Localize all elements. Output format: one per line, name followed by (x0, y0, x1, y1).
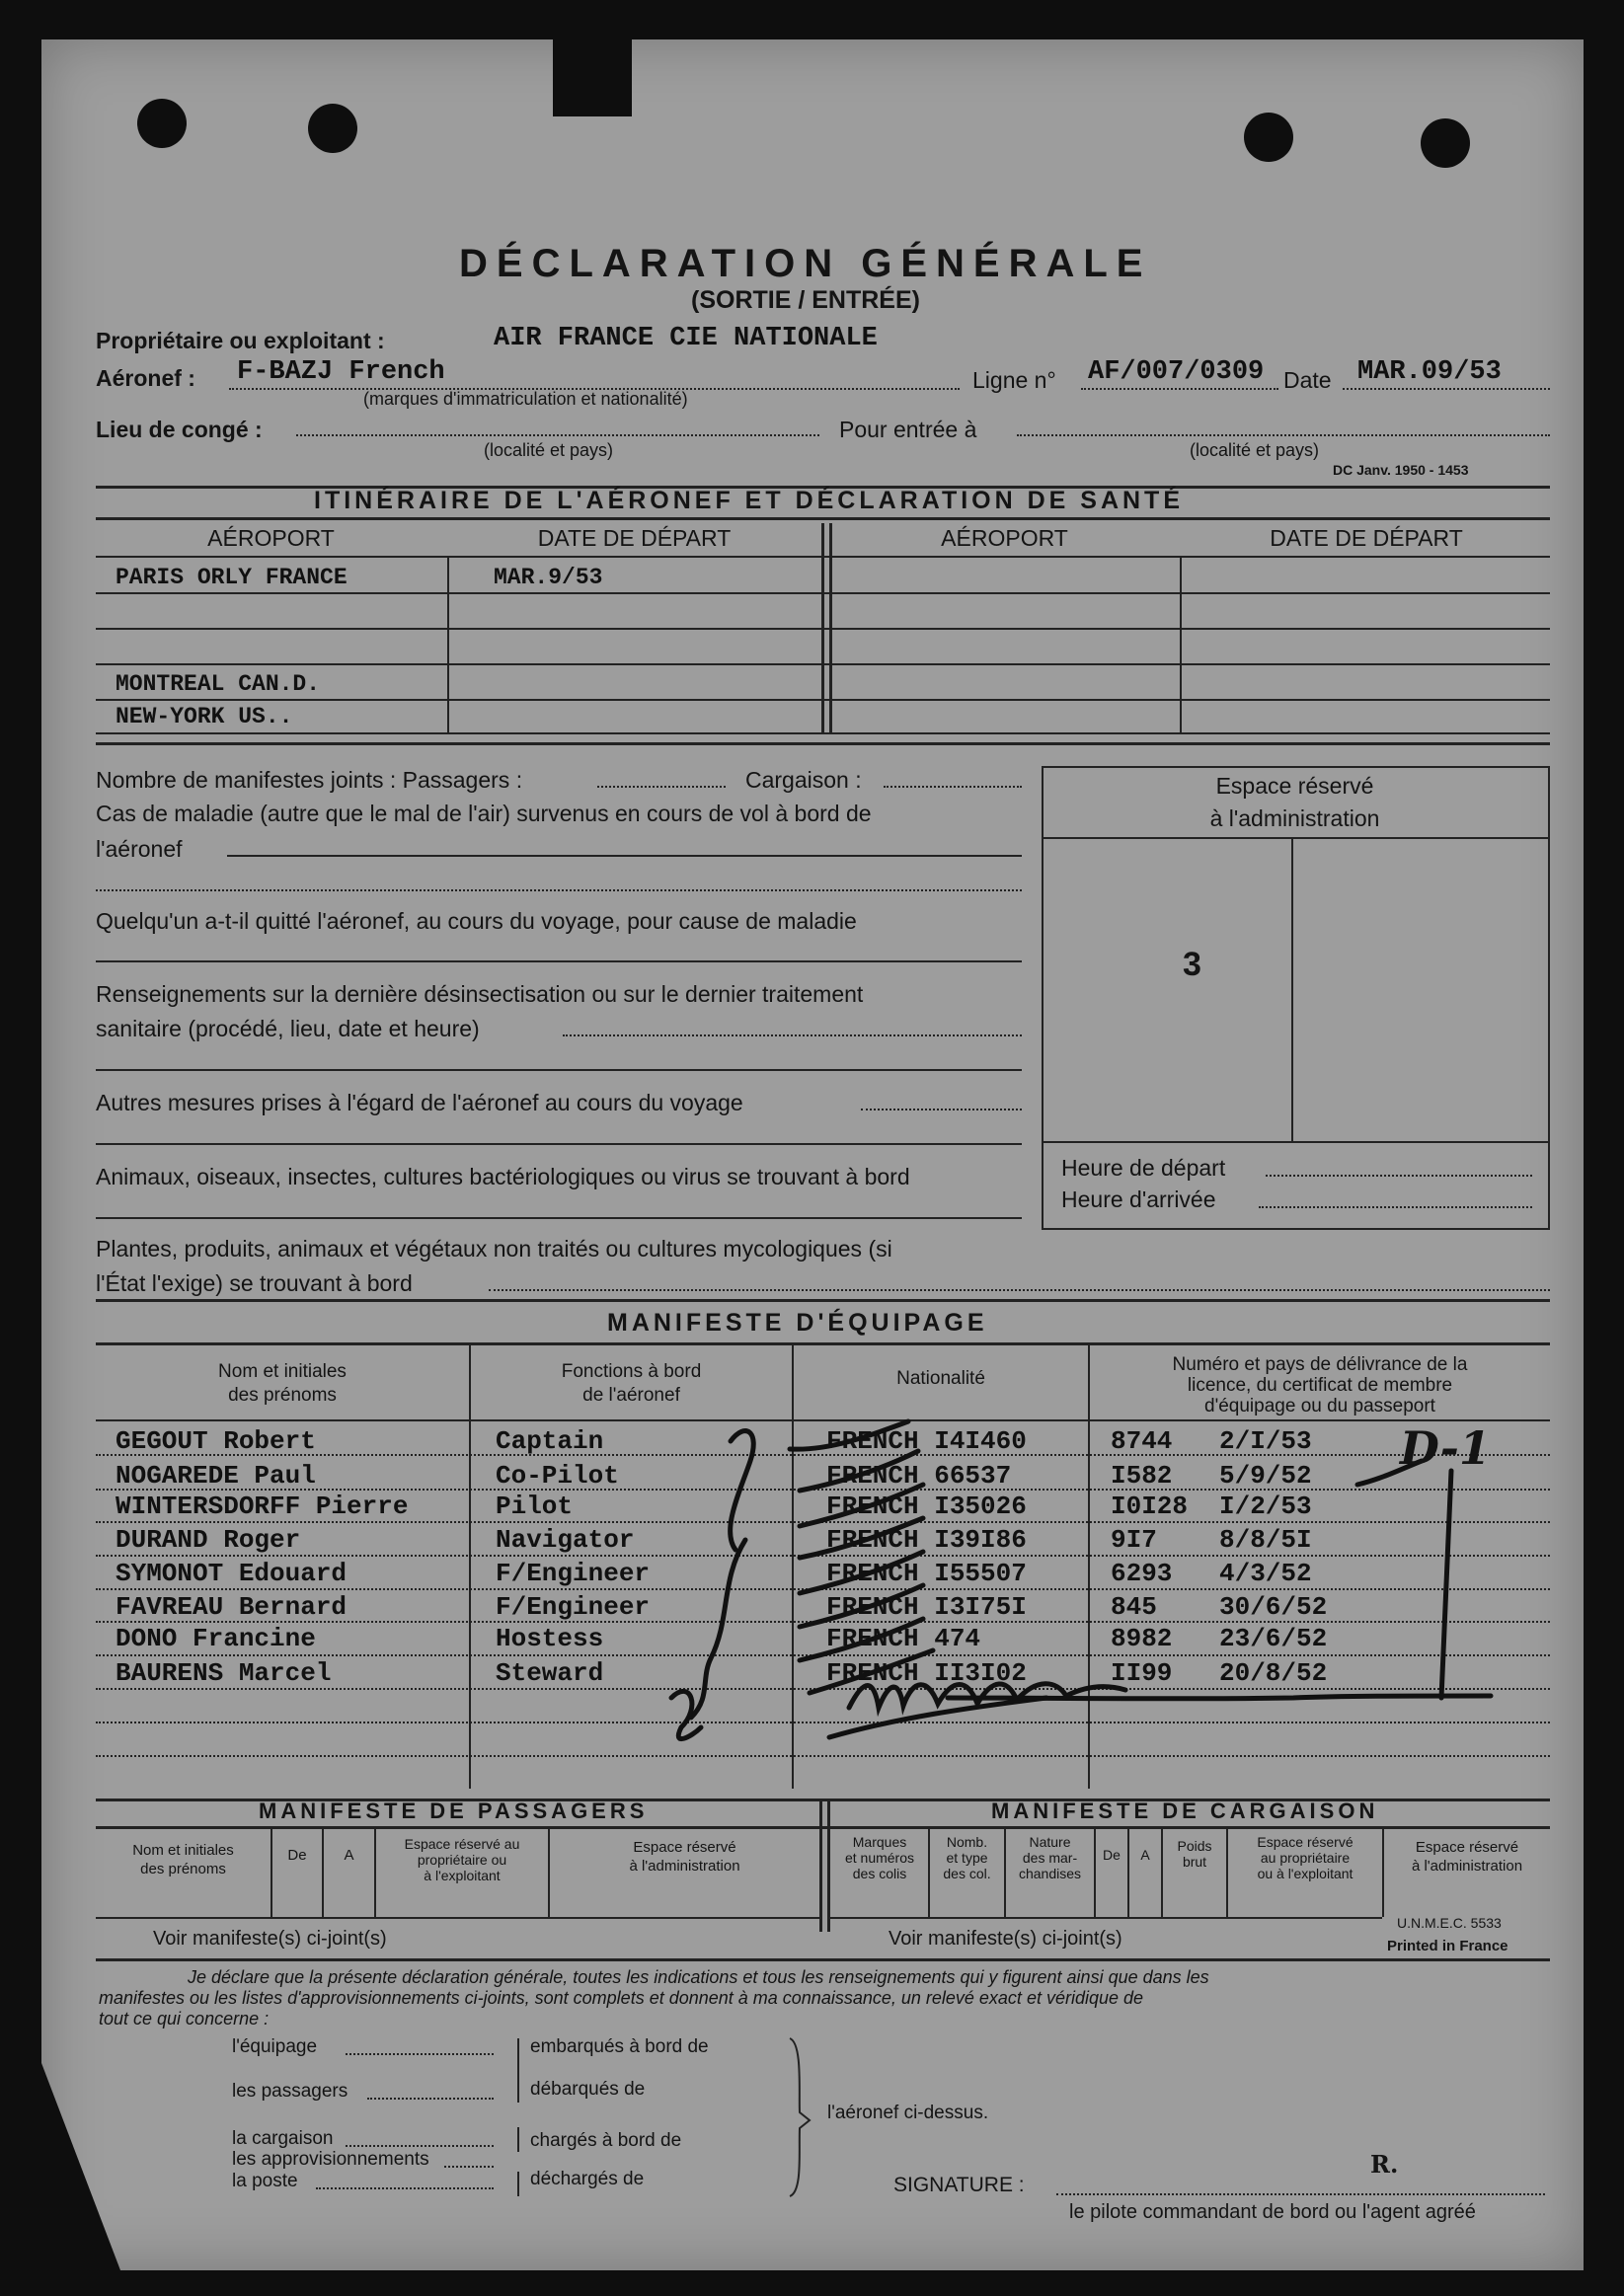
pax-col-a: A (344, 1847, 354, 1864)
disinsection-field[interactable] (563, 1034, 1022, 1036)
cargo-col-nature-2: des mar- (1022, 1850, 1078, 1866)
crew-function-3[interactable]: Pilot (496, 1492, 574, 1521)
pax-col-owner-1: Espace réservé au (404, 1836, 520, 1852)
illness-field-2[interactable] (96, 889, 1022, 891)
cargo-col-owner-1: Espace réservé (1257, 1834, 1353, 1850)
cargo-col-marks (831, 1834, 928, 1881)
crew-nationality-7[interactable]: FRENCH 474 (826, 1624, 981, 1653)
crew-number-4[interactable]: 9I7 (1111, 1525, 1157, 1555)
strike-line (800, 1619, 923, 1660)
crew-col-function-1: Fonctions à bord (561, 1361, 702, 1382)
departure-place-hint: (localité et pays) (484, 440, 614, 460)
cargo-col-nature (1006, 1834, 1094, 1881)
animals-label: Animaux, oiseaux, insectes, cultures bactériologiques ou virus se trouvant à bord (96, 1164, 910, 1189)
admin-box-number: 3 (1183, 946, 1201, 983)
rule (1127, 1828, 1129, 1917)
cargo-col-marks-2: et numéros (844, 1850, 915, 1866)
strike-line (800, 1485, 923, 1526)
cargo-col-weight-2: brut (1182, 1854, 1207, 1870)
date-value[interactable]: MAR.09/53 (1357, 357, 1502, 387)
crew-manifest-title: MANIFESTE D'ÉQUIPAGE (607, 1309, 988, 1337)
pax-col-name-2: des prénoms (140, 1861, 226, 1877)
cargo-col-count (930, 1834, 1004, 1881)
crew-number-5[interactable]: 6293 (1111, 1559, 1173, 1588)
initials-scribble (691, 1540, 745, 1718)
line-field-line (1081, 388, 1278, 390)
crew-col-name-1: Nom et initiales (218, 1361, 347, 1382)
entry-label: Pour entrée à (839, 417, 977, 442)
crew-function-4[interactable]: Navigator (496, 1525, 635, 1555)
crew-date-3[interactable]: I/2/53 (1219, 1492, 1312, 1521)
crew-nationality-4[interactable]: FRENCH I39I86 (826, 1525, 1027, 1555)
departure-place-label: Lieu de congé : (96, 417, 263, 442)
crew-function-2[interactable]: Co-Pilot (496, 1461, 619, 1491)
crew-col-license-1: Numéro et pays de délivrance de la (1172, 1354, 1468, 1375)
manifests-label: Nombre de manifestes joints : Passagers : (96, 767, 523, 793)
crew-col-nationality: Nationalité (896, 1368, 985, 1389)
cargo-col-count-1: Nomb. (946, 1834, 988, 1850)
crew-date-6[interactable]: 30/6/52 (1219, 1592, 1328, 1622)
rule (96, 1299, 1550, 1302)
pax-col-admin-2: à l'administration (629, 1858, 740, 1875)
signature-label: SIGNATURE : (893, 2174, 1025, 2196)
crew-col-name-2: des prénoms (228, 1385, 337, 1406)
pax-col-de: De (287, 1847, 307, 1864)
decl-cargo-label: la cargaison (232, 2128, 334, 2149)
crew-function-6[interactable]: F/Engineer (496, 1592, 651, 1622)
cargo-col-owner-2: au propriétaire (1260, 1850, 1351, 1866)
decl-mail-label: la poste (232, 2171, 298, 2191)
vertical-pen-line (1441, 1471, 1451, 1698)
crew-date-4[interactable]: 8/8/5I (1219, 1525, 1312, 1555)
crew-name-4[interactable]: DURAND Roger (116, 1525, 301, 1555)
decl-unloaded: déchargés de (530, 2169, 645, 2189)
crew-col-function-2: de l'aéronef (582, 1385, 680, 1406)
crew-nationality-3[interactable]: FRENCH I35026 (826, 1492, 1027, 1521)
crew-date-8[interactable]: 20/8/52 (1219, 1658, 1328, 1688)
cargo-col-de: De (1103, 1847, 1121, 1863)
form-title: DÉCLARATION GÉNÉRALE (459, 242, 1152, 285)
crew-number-1[interactable]: 8744 (1111, 1426, 1173, 1456)
illness-label-2: l'aéronef (96, 836, 183, 862)
line-value[interactable]: AF/007/0309 (1088, 357, 1265, 387)
decl-mail-field[interactable] (316, 2187, 494, 2189)
col-airport-1: AÉROPORT (207, 525, 335, 551)
rule (96, 1958, 1550, 1961)
decl-cargo-field[interactable] (346, 2145, 494, 2147)
line-label: Ligne n° (972, 367, 1056, 393)
left-aircraft-field[interactable] (96, 960, 1022, 962)
plants-label-2: l'État l'exige) se trouvant à bord (96, 1270, 413, 1296)
rule (96, 517, 1550, 520)
crew-nationality-5[interactable]: FRENCH I55507 (826, 1559, 1027, 1588)
cargo-col-a: A (1140, 1847, 1150, 1863)
signature-field[interactable] (1056, 2193, 1545, 2195)
departure-time-field[interactable] (1266, 1175, 1532, 1177)
entry-field[interactable] (1017, 434, 1550, 436)
plants-field[interactable] (489, 1289, 1550, 1291)
punch-hole (137, 99, 187, 148)
rule (821, 523, 824, 733)
crew-nationality-8[interactable]: FRENCH II3I02 (826, 1658, 1027, 1688)
admin-box-title-1: Espace réservé (1215, 773, 1374, 799)
col-date-1: DATE DE DÉPART (537, 525, 732, 551)
rule (1291, 837, 1293, 1141)
declaration-text-3: tout ce qui concerne : (99, 2009, 270, 2028)
cargo-col-admin-2: à l'administration (1411, 1858, 1523, 1875)
other-measures-field[interactable] (861, 1109, 1022, 1110)
itinerary-date-1[interactable]: MAR.9/53 (494, 565, 603, 590)
cargo-col-count-2: et type (946, 1850, 988, 1866)
rule (322, 1828, 324, 1917)
rule (96, 742, 1550, 745)
declaration-text (99, 1967, 1550, 2029)
decl-passengers-label: les passagers (232, 2081, 348, 2102)
crew-col-name (96, 1360, 469, 1408)
plants-label: Plantes, produits, animaux et végétaux non traités ou cultures mycologiques (si (96, 1236, 892, 1262)
pax-col-owner-2: propriétaire ou (417, 1852, 507, 1868)
date-label: Date (1283, 367, 1332, 393)
cargo-see-manifests: Voir manifeste(s) ci-joint(s) (889, 1928, 1122, 1950)
itinerary-airport-1[interactable]: PARIS ORLY FRANCE (116, 565, 348, 590)
printed-in-france: Printed in France (1387, 1938, 1508, 1954)
crew-number-2[interactable]: I582 (1111, 1461, 1173, 1491)
col-date-2: DATE DE DÉPART (1270, 525, 1463, 551)
crew-annotation: D-1 (1400, 1421, 1491, 1475)
strike-line (790, 1421, 908, 1449)
left-aircraft-label: Quelqu'un a-t-il quitté l'aéronef, au cours du voyage, pour cause de maladie (96, 908, 857, 934)
admin-box-title (1042, 770, 1548, 835)
cargo-col-weight (1163, 1838, 1226, 1870)
decl-supplies-field[interactable] (444, 2166, 494, 2168)
cargo-col-weight-1: Poids (1177, 1838, 1212, 1854)
crew-date-5[interactable]: 4/3/52 (1219, 1559, 1312, 1588)
disinsection-label: Renseignements sur la dernière désinsectisation ou sur le dernier traitement (96, 981, 864, 1007)
illness-field[interactable] (227, 855, 1022, 857)
owner-label: Propriétaire ou exploitant : (96, 328, 385, 353)
declaration-text-2: manifestes ou les listes d'approvisionnements ci-joints, sont complets et donnent à ma connaissance, un relevé exact et véridique de (99, 1988, 1144, 2008)
crew-nationality-2[interactable]: FRENCH 66537 (826, 1461, 1012, 1491)
initials-scribble (731, 1431, 754, 1550)
decl-loaded: chargés à bord de (530, 2130, 682, 2151)
rule (96, 1826, 1550, 1829)
cargo-manifests-label: Cargaison : (745, 767, 862, 793)
form-reference: DC Janv. 1950 - 1453 (1333, 462, 1469, 478)
crew-name-6[interactable]: FAVREAU Bernard (116, 1592, 348, 1622)
passenger-manifest-title: MANIFESTE DE PASSAGERS (259, 1799, 649, 1823)
crew-col-license-2: licence, du certificat de membre (1187, 1375, 1453, 1396)
departure-time-label: Heure de départ (1061, 1155, 1226, 1181)
rule (1094, 1828, 1096, 1917)
rule (1180, 556, 1182, 733)
pax-col-owner (376, 1836, 548, 1883)
rule (819, 1799, 822, 1932)
strike-line (800, 1518, 923, 1558)
arrival-time-field[interactable] (1259, 1206, 1532, 1208)
pax-col-name-1: Nom et initiales (132, 1842, 234, 1859)
cargo-manifests-field[interactable] (884, 786, 1022, 788)
cargo-col-nature-3: chandises (1018, 1866, 1082, 1881)
crew-number-3[interactable]: I0I28 (1111, 1492, 1189, 1521)
other-measures-label: Autres mesures prises à l'égard de l'aéronef au cours du voyage (96, 1090, 743, 1115)
decl-supplies-label: les approvisionnements (232, 2149, 429, 2170)
crew-number-7[interactable]: 8982 (1111, 1624, 1173, 1653)
form-subtitle: (SORTIE / ENTRÉE) (691, 286, 920, 314)
declaration-text-1: Je déclare que la présente déclaration générale, toutes les indications et tous les renseignements qui y figurent ainsi que dans les (188, 1967, 1209, 1987)
punch-hole (1421, 118, 1470, 168)
pax-col-owner-3: à l'exploitant (424, 1868, 501, 1883)
strike-line (800, 1451, 918, 1491)
other-measures-field-2[interactable] (96, 1143, 1022, 1145)
crew-name-5[interactable]: SYMONOT Edouard (116, 1559, 348, 1588)
crew-date-2[interactable]: 5/9/52 (1219, 1461, 1312, 1491)
cargo-manifest-title: MANIFESTE DE CARGAISON (991, 1799, 1379, 1823)
crew-function-7[interactable]: Hostess (496, 1624, 604, 1653)
pax-col-admin-1: Espace réservé (633, 1839, 736, 1856)
pax-col-admin (550, 1838, 819, 1875)
aircraft-value[interactable]: F-BAZJ French (237, 357, 445, 387)
decl-aircraft-above: l'aéronef ci-dessus. (827, 2103, 989, 2123)
crew-date-7[interactable]: 23/6/52 (1219, 1624, 1328, 1653)
signature-initials: R. (1370, 2150, 1399, 2179)
rule (271, 1828, 272, 1917)
pax-col-name (96, 1841, 271, 1878)
rule (829, 523, 832, 733)
col-airport-2: AÉROPORT (941, 525, 1068, 551)
crew-date-1[interactable]: 2/I/53 (1219, 1426, 1312, 1456)
rule (447, 556, 449, 733)
signer-note: le pilote commandant de bord ou l'agent agréé (1069, 2201, 1476, 2223)
cargo-col-admin (1384, 1838, 1550, 1875)
long-pen-line (948, 1696, 1491, 1699)
crew-name-8[interactable]: BAURENS Marcel (116, 1658, 332, 1688)
paper-notch (553, 39, 632, 116)
strike-line (800, 1552, 923, 1593)
owner-value[interactable]: AIR FRANCE CIE NATIONALE (494, 324, 878, 353)
torn-corner (41, 2063, 120, 2270)
rule (827, 1799, 830, 1932)
admin-box-title-2: à l'administration (1209, 805, 1380, 831)
rule (1044, 837, 1548, 839)
cargo-col-marks-1: Marques (852, 1834, 907, 1850)
crew-function-1[interactable]: Captain (496, 1426, 604, 1456)
aircraft-hint: (marques d'immatriculation et nationalité) (363, 389, 688, 409)
crew-col-license-3: d'équipage ou du passeport (1204, 1396, 1435, 1416)
decl-crew-label: l'équipage (232, 2036, 318, 2057)
cargo-col-owner-3: ou à l'exploitant (1257, 1866, 1353, 1881)
decl-crew-field[interactable] (346, 2053, 494, 2055)
cargo-col-owner (1228, 1834, 1382, 1881)
punch-hole (308, 104, 357, 153)
crew-function-5[interactable]: F/Engineer (496, 1559, 651, 1588)
itinerary-title: ITINÉRAIRE DE L'AÉRONEF ET DÉCLARATION DE SANTÉ (314, 487, 1185, 514)
cargo-col-count-3: des col. (943, 1866, 991, 1881)
passenger-manifests-field[interactable] (597, 786, 726, 788)
animals-field[interactable] (96, 1217, 1022, 1219)
strike-line (800, 1585, 923, 1627)
crew-name-2[interactable]: NOGAREDE Paul (116, 1461, 316, 1491)
date-field-line (1343, 388, 1550, 390)
decl-disembarked: débarqués de (530, 2079, 646, 2100)
crew-number-6[interactable]: 845 (1111, 1592, 1157, 1622)
itinerary-airport-2[interactable]: MONTREAL CAN.D. (116, 671, 321, 697)
right-brace (785, 2033, 814, 2201)
itinerary-airport-3[interactable]: NEW-YORK US.. (116, 704, 293, 729)
disinsection-field-2[interactable] (96, 1069, 1022, 1071)
pax-see-manifests: Voir manifeste(s) ci-joint(s) (153, 1928, 387, 1950)
crew-number-8[interactable]: II99 (1111, 1658, 1173, 1688)
cargo-col-admin-1: Espace réservé (1415, 1839, 1519, 1856)
cargo-col-nature-1: Nature (1029, 1834, 1071, 1850)
crew-nationality-1[interactable]: FRENCH I4I460 (826, 1426, 1027, 1456)
departure-place-field[interactable] (296, 434, 819, 436)
decl-embarked: embarqués à bord de (530, 2036, 709, 2057)
illness-label: Cas de maladie (autre que le mal de l'air) survenus en cours de vol à bord de (96, 801, 872, 826)
cargo-col-marks-3: des colis (852, 1866, 907, 1881)
unmec-reference: U.N.M.E.C. 5533 (1397, 1915, 1502, 1931)
crew-function-8[interactable]: Steward (496, 1658, 604, 1688)
rule (1044, 1141, 1548, 1143)
crew-name-1[interactable]: GEGOUT Robert (116, 1426, 316, 1456)
disinsection-label-2: sanitaire (procédé, lieu, date et heure) (96, 1016, 480, 1041)
arrival-time-label: Heure d'arrivée (1061, 1186, 1216, 1212)
entry-hint: (localité et pays) (1190, 440, 1320, 460)
rule (96, 1342, 1550, 1345)
decl-passengers-field[interactable] (367, 2098, 494, 2100)
rule (829, 1917, 1382, 1919)
punch-hole (1244, 113, 1293, 162)
aircraft-label: Aéronef : (96, 365, 195, 391)
rule (96, 1917, 819, 1919)
crew-name-7[interactable]: DONO Francine (116, 1624, 316, 1653)
crew-nationality-6[interactable]: FRENCH I3I75I (826, 1592, 1027, 1622)
crew-name-3[interactable]: WINTERSDORFF Pierre (116, 1492, 409, 1521)
